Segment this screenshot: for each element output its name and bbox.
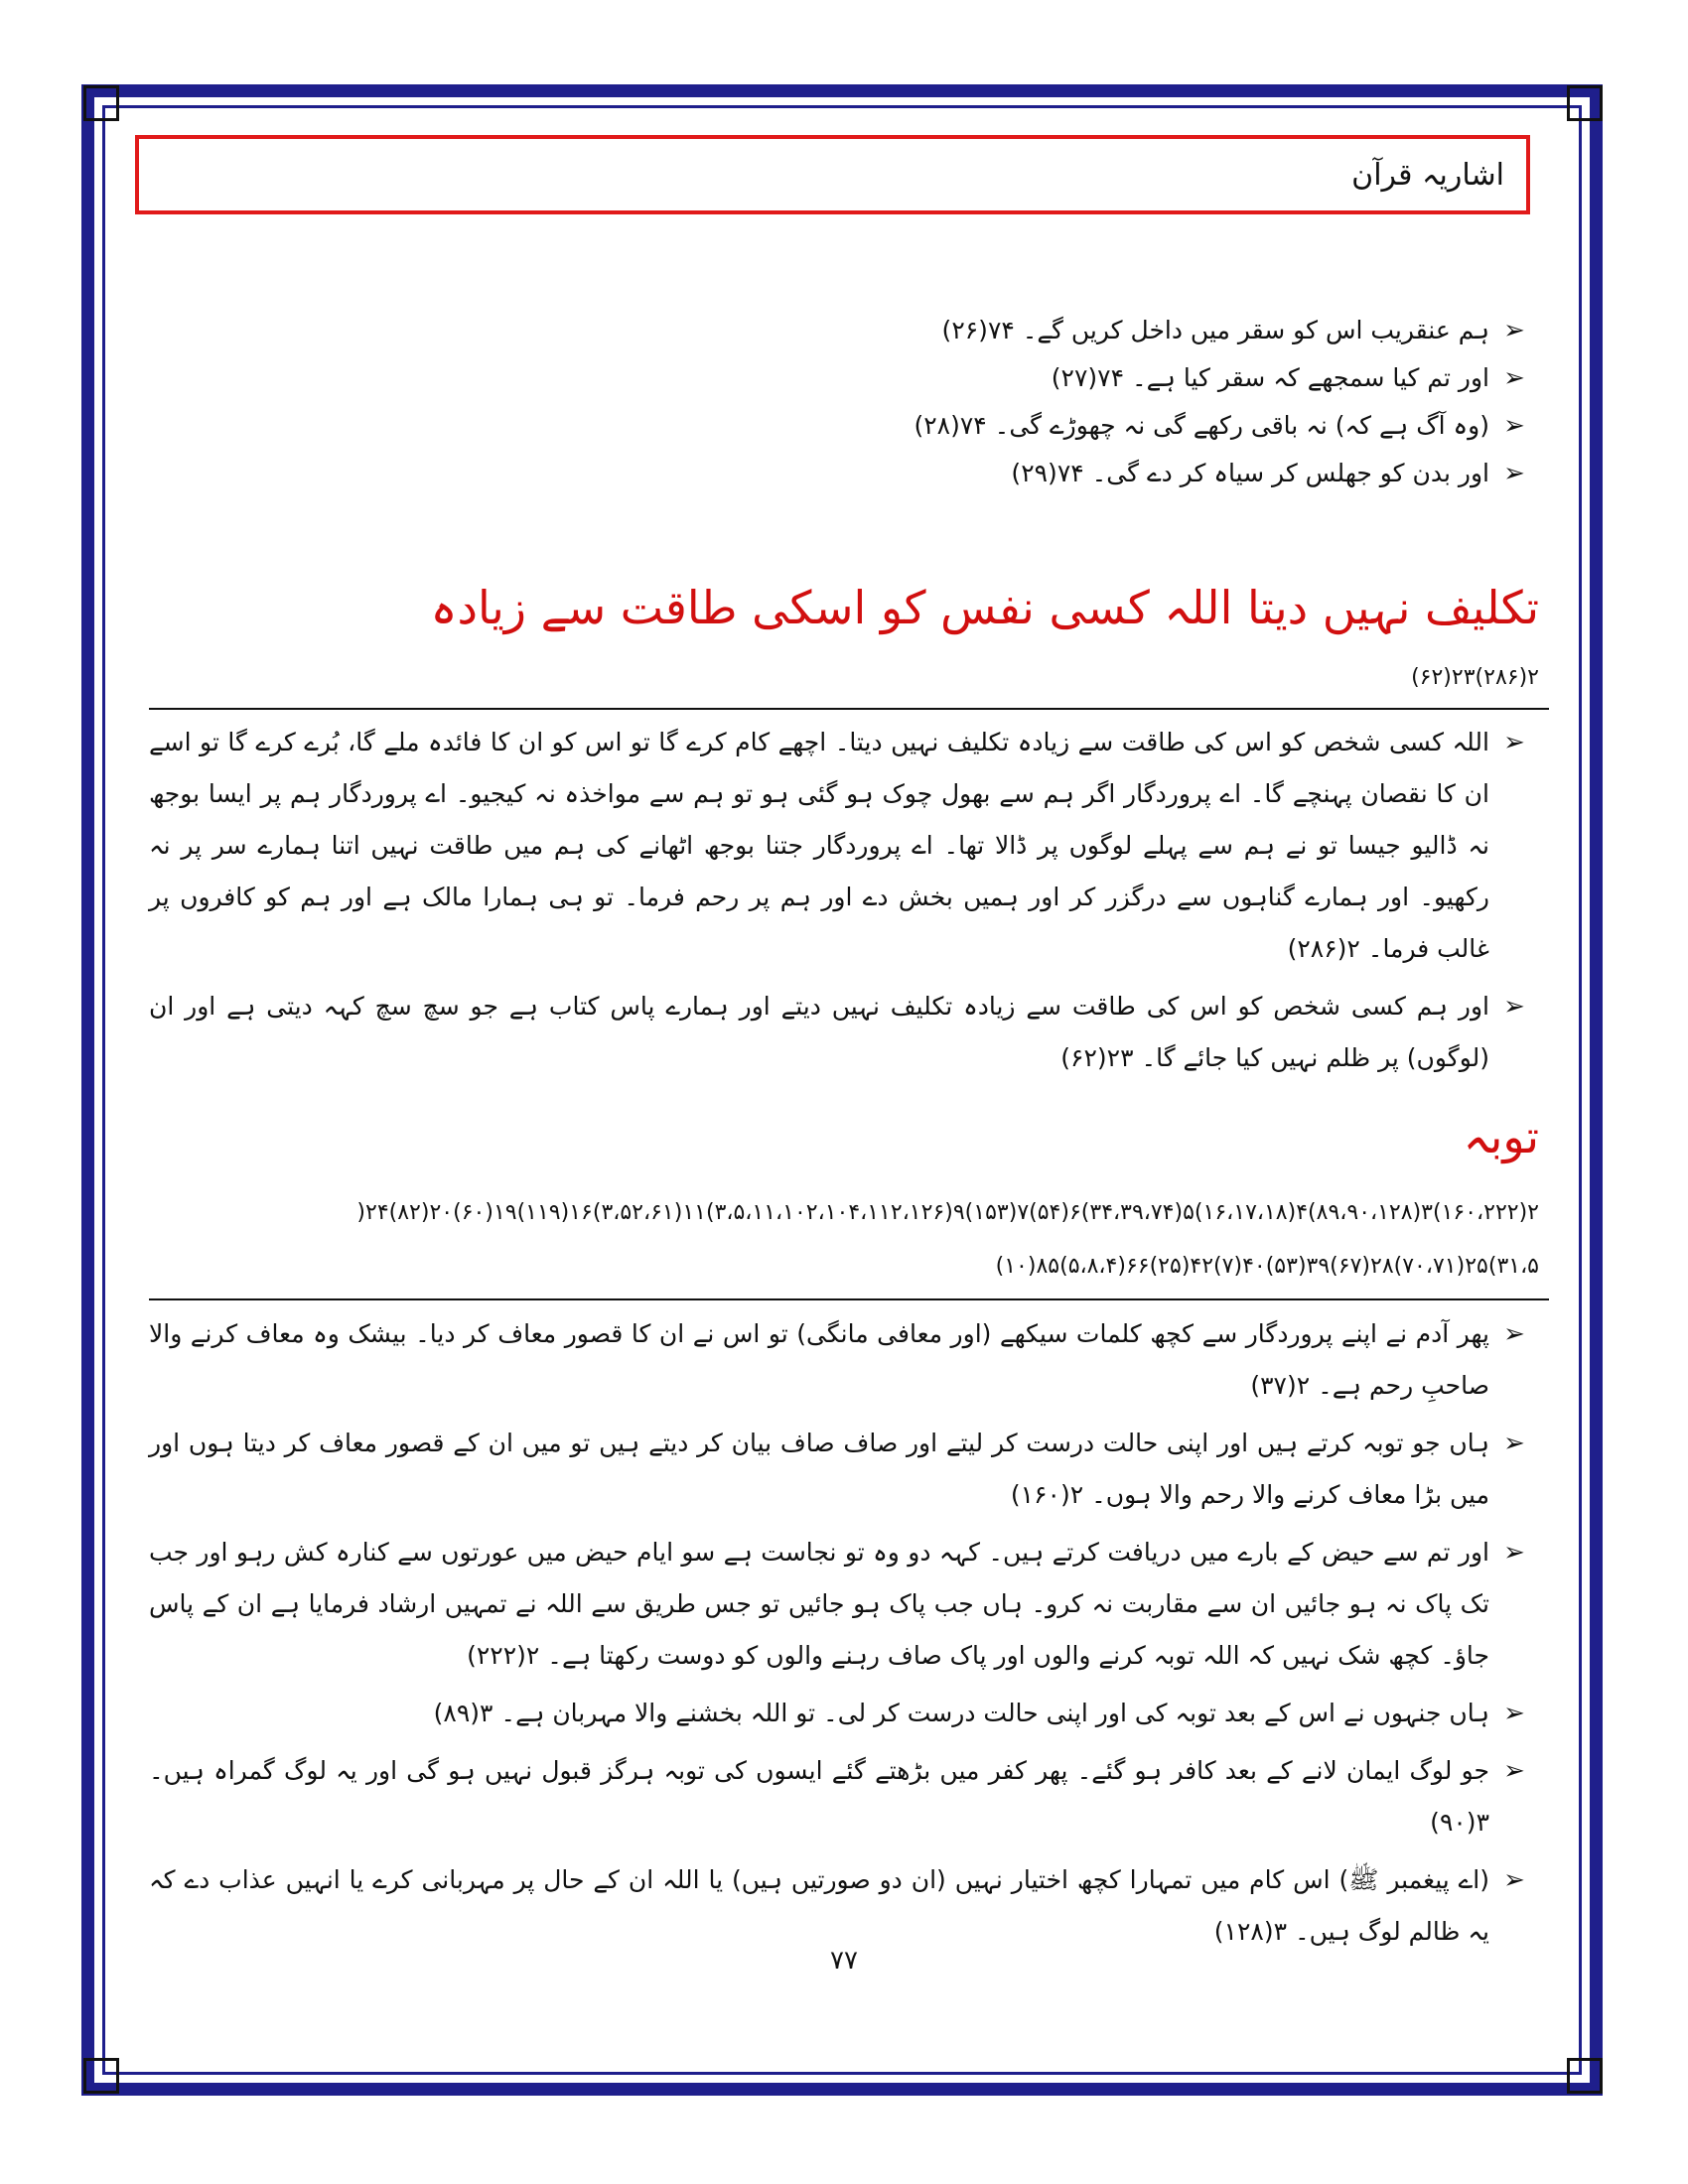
arrow-bullet-icon: ➢ [1503, 411, 1525, 441]
list-item: ➢ اور تم کیا سمجھے کہ سقر کیا ہے۔ ۷۴(۲۷) [149, 355, 1539, 401]
arrow-bullet-icon: ➢ [1503, 1538, 1525, 1568]
list-item: ➢ ہاں جنہوں نے اس کے بعد توبہ کی اور اپنی حالت درست کر لی۔ تو اللہ بخشنے والا مہربان ہے۔ ۳(۸۹) [149, 1688, 1539, 1739]
list-item: ➢ جو لوگ ایمان لانے کے بعد کافر ہو گئے۔ پھر کفر میں بڑھتے گئے ایسوں کی توبہ ہرگز قبول نہیں ہو گی اور یہ لوگ گمراہ ہیں۔ ۳(۹۰) [149, 1745, 1539, 1848]
arrow-bullet-icon: ➢ [1503, 1865, 1525, 1895]
previous-section-list [149, 308, 1539, 498]
header-box [135, 135, 1530, 214]
border-corner-ornament [83, 85, 119, 121]
list-item: ➢ اور تم سے حیض کے بارے میں دریافت کرتے ہیں۔ کہہ دو وہ تو نجاست ہے سو ایام حیض میں عورتوں سے کنارہ کش رہو اور جب تک پاک نہ ہو جائیں ان سے مقاربت نہ کرو۔ ہاں جب پاک ہو جائیں تو جس طریق سے اللہ نے تمہیں ارشاد فرمایا ہے ان کے پاس جاؤ۔ کچھ شک نہیں کہ اللہ توبہ کرنے والوں اور پاک صاف رہنے والوں کو دوست رکھتا ہے۔ ۲(۲۲۲) [149, 1527, 1539, 1682]
list-item: ➢ اور ہم کسی شخص کو اس کی طاقت سے زیادہ تکلیف نہیں دیتے اور ہمارے پاس کتاب ہے جو سچ سچ کہہ دیتی ہے اور ان (لوگوں) پر ظلم نہیں کیا جائے گا۔ ۲۳(۶۲) [149, 981, 1539, 1084]
section-divider [149, 1298, 1549, 1300]
arrow-bullet-icon: ➢ [1503, 316, 1525, 345]
list-item: ➢ پھر آدم نے اپنے پروردگار سے کچھ کلمات سیکھے (اور معافی مانگی) تو اس نے ان کا قصور معاف کر دیا۔ بیشک وہ معاف کرنے والا صاحبِ رحم ہے۔ ۲(۳۷) [149, 1308, 1539, 1412]
section-heading-tauba: توبہ [1463, 1110, 1539, 1163]
list-item: ➢ ہاں جو توبہ کرتے ہیں اور اپنی حالت درست کر لیتے اور صاف صاف بیان کر دیتے ہیں تو میں ان کے قصور معاف کر دیتا ہوں اور میں بڑا معاف کرنے والا رحم والا ہوں۔ ۲(۱۶۰) [149, 1418, 1539, 1521]
arrow-bullet-icon: ➢ [1503, 1756, 1525, 1786]
tauba-list [149, 1308, 1539, 1964]
section-heading-taklif: تکلیف نہیں دیتا اللہ کسی نفس کو اسکی طاقت سے زیادہ [430, 581, 1539, 634]
border-corner-ornament [1567, 85, 1603, 121]
border-corner-ornament [1567, 2058, 1603, 2094]
list-item: ➢ (اے پیغمبر ﷺ) اس کام میں تمہارا کچھ اختیار نہیں (ان دو صورتیں ہیں) یا اللہ ان کے حال پر مہربانی کرے یا انہیں عذاب دے کہ یہ ظالم لوگ ہیں۔ ۳(۱۲۸) [149, 1854, 1539, 1958]
border-corner-ornament [83, 2058, 119, 2094]
arrow-bullet-icon: ➢ [1503, 459, 1525, 488]
section-divider [149, 708, 1549, 710]
arrow-bullet-icon: ➢ [1503, 992, 1525, 1022]
list-item: ➢ ہم عنقریب اس کو سقر میں داخل کریں گے۔ ۷۴(۲۶) [149, 308, 1539, 353]
arrow-bullet-icon: ➢ [1503, 363, 1525, 393]
taklif-list [149, 717, 1539, 1090]
section-references [149, 1186, 1539, 1294]
list-item: ➢ (وہ آگ ہے کہ) نہ باقی رکھے گی نہ چھوڑے گی۔ ۷۴(۲۸) [149, 403, 1539, 449]
references-line: ۳۱،۵)۲۵(۷۰،۷۱)۲۸(۶۷)۳۹(۵۳)۴۰(۷)۴۲(۲۵)۶۶(۵،۸،۴)۸۵(۱۰) [995, 1254, 1539, 1279]
page-number: ۷۷ [830, 1946, 858, 1976]
references-line: ۲(۱۶۰،۲۲۲)۳(۸۹،۹۰،۱۲۸)۴(۱۶،۱۷،۱۸)۵(۳۴،۳۹،۷۴)۶(۵۴)۷(۱۵۳)۹(۳،۵،۱۱،۱۰۲،۱۰۴،۱۱۲،۱۲۶)۱۱(۳،۵۲،۶۱)۱۶(۱۱۹)۱۹(۶۰)۲۰(۸۲)۲۴( [356, 1200, 1539, 1225]
list-item: ➢ اور بدن کو جھلس کر سیاہ کر دے گی۔ ۷۴(۲۹) [149, 451, 1539, 496]
arrow-bullet-icon: ➢ [1503, 1319, 1525, 1349]
header-title: اشاریہ قرآن [1351, 157, 1504, 193]
list-item: ➢ اللہ کسی شخص کو اس کی طاقت سے زیادہ تکلیف نہیں دیتا۔ اچھے کام کرے گا تو اس کو ان کا فائدہ ملے گا، بُرے کرے گا تو اسے ان کا نقصان پہنچے گا۔ اے پروردگار اگر ہم سے بھول چوک ہو گئی ہو تو ہم سے مواخذہ نہ کیجیو۔ اے پروردگار ہم پر ایسا بوجھ نہ ڈالیو جیسا تو نے ہم سے پہلے لوگوں پر ڈالا تھا۔ اے پروردگار جتنا بوجھ اٹھانے کی ہم میں طاقت نہیں اتنا ہمارے سر پر نہ رکھیو۔ اور ہمارے گناہوں سے درگزر کر اور ہمیں بخش دے اور ہم پر رحم فرما۔ تو ہی ہمارا مالک ہے اور ہم کو کافروں پر غالب فرما۔ ۲(۲۸۶) [149, 717, 1539, 975]
section-references: ۲(۲۸۶)۲۳(۶۲) [1411, 665, 1539, 690]
arrow-bullet-icon: ➢ [1503, 1429, 1525, 1458]
arrow-bullet-icon: ➢ [1503, 728, 1525, 757]
arrow-bullet-icon: ➢ [1503, 1699, 1525, 1728]
